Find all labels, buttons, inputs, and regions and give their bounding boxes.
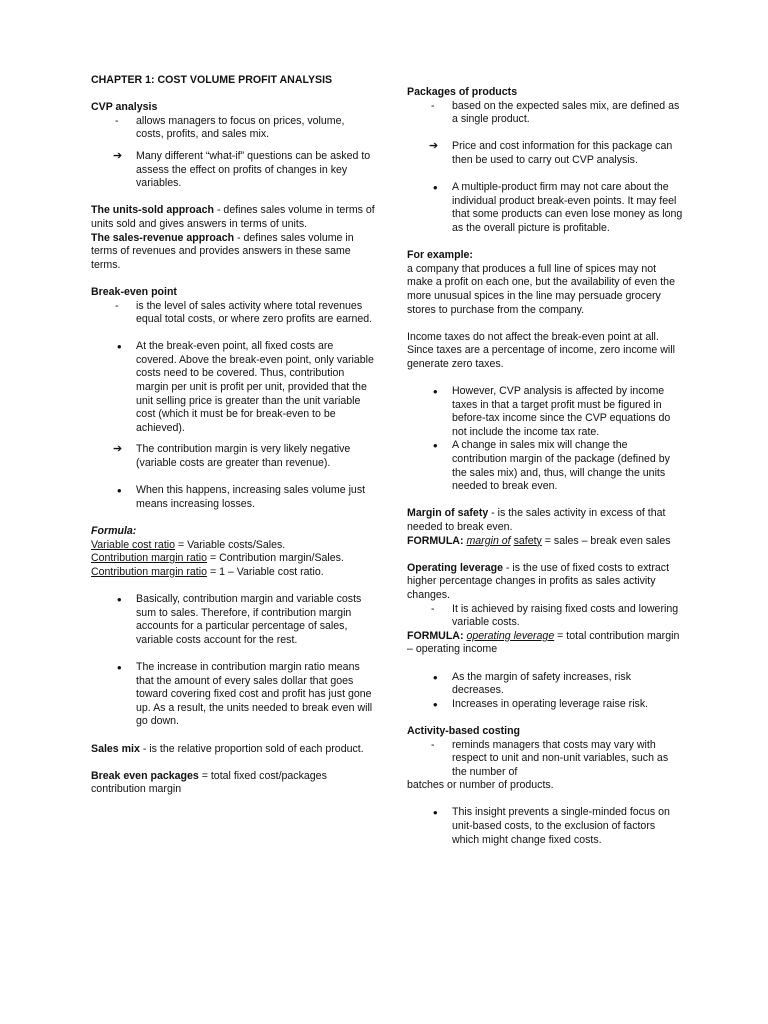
multi-bullet-text: A multiple-product firm may not care about the individual product break-even points. It may feel that some products can even lose money as long as the overall picture is profitable.	[452, 181, 683, 234]
formula-variable-cost-ratio	[91, 539, 375, 553]
sales-revenue-label: The sales-revenue approach	[91, 231, 235, 244]
increase-bullet-text: The increase in contribution margin ratio means that the amount of every sales dollar that goes toward covering fixed cost and profit has just gone up. As a result, the units needed to break even will go down.	[136, 660, 373, 728]
losses-bullet-text: When this happens, increasing sales volume just means increasing losses.	[136, 484, 366, 510]
formula-label: FORMULA:	[407, 534, 464, 547]
list-item	[407, 100, 683, 127]
bullet-marker: •	[117, 591, 122, 607]
list-item	[407, 739, 683, 780]
bullet-marker: •	[433, 805, 438, 821]
left-column	[91, 74, 375, 797]
packages-label: Break even packages	[91, 769, 199, 782]
formula-term: safety	[513, 534, 542, 547]
risk-bullet-2-text: Increases in operating leverage raise risk.	[452, 697, 649, 710]
list-item	[407, 671, 683, 698]
bullet-marker: •	[117, 483, 122, 499]
formula-text: = 1 – Variable cost ratio.	[207, 565, 324, 578]
packages-heading: Packages of products	[407, 86, 518, 98]
dash-marker: -	[431, 99, 435, 112]
breakeven-bullet-text: At the break-even point, all fixed costs are covered. Above the break-even point, only variable costs need to be covered. Thus, contribution margin per unit is profit per unit, provided that the unit selling price is greater than the unit variable cost (which it must be for break-even to be achieved).	[136, 340, 374, 434]
dash-marker: -	[115, 114, 119, 127]
bullet-marker: •	[117, 339, 122, 355]
formula-text: = Contribution margin/Sales.	[207, 552, 344, 565]
mos-label: Margin of safety	[407, 507, 489, 520]
abc-bullet-text: This insight prevents a single-minded focus on unit-based costs, to the exclusion of factors which might change fixed costs.	[452, 806, 670, 846]
formula-text: = Variable costs/Sales.	[175, 538, 286, 551]
list-item	[407, 181, 683, 235]
sales-mix-text: - is the relative proportion sold of each product.	[139, 742, 364, 755]
dash-marker: -	[431, 602, 435, 615]
formula-label: FORMULA:	[407, 629, 464, 642]
list-item	[91, 484, 375, 511]
list-item	[91, 300, 375, 327]
list-item	[407, 698, 683, 712]
dash-marker: -	[431, 738, 435, 751]
ol-formula	[407, 630, 683, 657]
dash-marker: -	[115, 299, 119, 312]
sum-bullet-text: Basically, contribution margin and variable costs sum to sales. Therefore, if contribution margin accounts for a particular percentage of sales, variable costs account for the rest.	[136, 592, 362, 646]
breakeven-dash-text: is the level of sales activity where total revenues equal total costs, or where zero profits are earned.	[136, 299, 373, 326]
cvp-arrow-text: Many different “what-if” questions can be asked to assess the effect on profits of changes in key variables.	[136, 149, 371, 190]
arrow-icon: ➔	[113, 149, 123, 162]
units-sold-label: The units-sold approach	[91, 204, 215, 217]
list-item	[91, 443, 375, 470]
ol-label: Operating leverage	[407, 561, 503, 574]
example-heading: For example:	[407, 249, 473, 262]
bullet-marker: •	[117, 659, 122, 675]
formula-term: Variable cost ratio	[91, 538, 176, 551]
ol-text: - is the use of fixed costs to extract higher percentage changes in profits as sales activity changes.	[407, 561, 670, 601]
bullet-marker: •	[433, 384, 438, 400]
list-item	[407, 806, 683, 847]
sales-revenue-paragraph	[91, 232, 375, 273]
bullet-marker: •	[433, 438, 438, 454]
mix-bullet-text: A change in sales mix will change the contribution margin of the package (defined by the sales mix) and, thus, will change the units needed to break even.	[452, 439, 670, 493]
formula-contribution-margin-ratio	[91, 552, 375, 566]
mos-formula	[407, 535, 683, 549]
bullet-marker: •	[433, 669, 438, 685]
packages-dash-text: based on the expected sales mix, are defined as a single product.	[452, 99, 680, 126]
formula-term: operating leverage	[466, 629, 555, 642]
operating-leverage-paragraph	[407, 562, 683, 603]
formula-heading: Formula:	[91, 525, 137, 537]
list-item	[91, 115, 375, 142]
mos-text: - is the sales activity in excess of that needed to break even.	[407, 507, 666, 533]
breakeven-heading: Break-even point	[91, 285, 177, 298]
bullet-marker: •	[433, 696, 438, 712]
list-item	[407, 603, 683, 630]
abc-heading: Activity-based costing	[407, 724, 521, 737]
list-item	[407, 439, 683, 493]
list-item	[91, 661, 375, 729]
cvp-dash-text: allows managers to focus on prices, volume, costs, profits, and sales mix.	[136, 114, 345, 141]
margin-of-safety-paragraph	[407, 507, 683, 534]
sales-mix-paragraph	[91, 743, 375, 757]
formula-text: = total contribution margin – operating income	[407, 629, 680, 656]
formula-term: Contribution margin ratio	[91, 565, 207, 578]
price-arrow-text: Price and cost information for this package can then be used to carry out CVP analysis.	[452, 140, 673, 166]
right-column	[407, 86, 683, 847]
formula-text: = sales – break even sales	[541, 534, 671, 547]
list-item	[91, 340, 375, 435]
example-text: a company that produces a full line of spices may not make a profit on each one, but the availability of even the more unusual spices in the line may persuade grocery stores to purchase from the company.	[407, 262, 675, 316]
taxes-bullet-text: However, CVP analysis is affected by income taxes in that a target profit must be figured in before-tax income since the CVP equations do not include the income tax rate.	[452, 385, 671, 438]
break-even-packages-paragraph	[91, 770, 375, 797]
sales-revenue-text: - defines sales volume in terms of revenues and provides answers in these same terms.	[91, 231, 354, 271]
chapter-title: CHAPTER 1: COST VOLUME PROFIT ANALYSIS	[91, 74, 333, 86]
units-sold-paragraph	[91, 204, 375, 231]
bullet-marker: •	[433, 180, 438, 196]
arrow-icon: ➔	[429, 140, 439, 153]
contribution-arrow-text: The contribution margin is very likely negative (variable costs are greater than revenue).	[136, 443, 351, 470]
packages-text: = total fixed cost/packages contribution margin	[91, 769, 327, 796]
list-item	[91, 593, 375, 647]
list-item	[91, 150, 375, 191]
formula-term: Contribution margin ratio	[91, 552, 207, 565]
units-sold-text: - defines sales volume in terms of units sold and gives answers in terms of units.	[91, 204, 375, 230]
ol-dash-text: It is achieved by raising fixed costs and lowering variable costs.	[452, 602, 679, 629]
abc-dash-text: reminds managers that costs may vary with respect to unit and non-unit variables, such as the number of	[452, 738, 669, 778]
sales-mix-label: Sales mix	[91, 742, 140, 755]
formula-term: margin of	[466, 534, 511, 547]
list-item	[407, 385, 683, 439]
taxes-text: Income taxes do not affect the break-even point at all. Since taxes are a percentage of income, zero income will generate zero taxes.	[407, 330, 675, 370]
formula-contribution-margin-ratio-alt	[91, 566, 375, 580]
list-item	[407, 140, 683, 167]
risk-bullet-1-text: As the margin of safety increases, risk decreases.	[452, 670, 631, 697]
arrow-icon: ➔	[113, 443, 123, 456]
cvp-heading: CVP analysis	[91, 101, 158, 114]
abc-tail-text: batches or number of products.	[407, 779, 554, 792]
